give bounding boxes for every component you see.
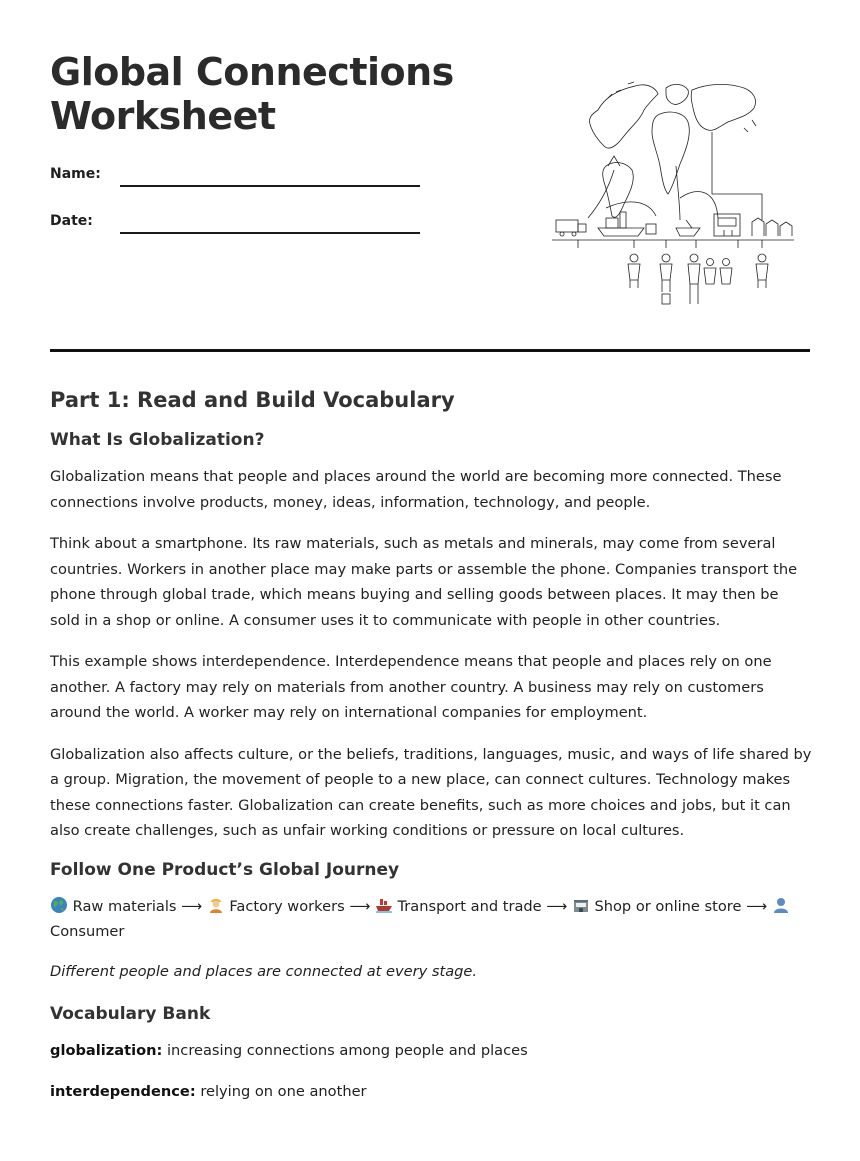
- flow-arrow-2: [606, 202, 656, 216]
- name-field-row: [50, 166, 420, 190]
- product-journey-heading: Follow One Product’s Global Journey: [50, 859, 400, 880]
- title-line-2: Worksheet: [50, 94, 276, 138]
- paragraph-4: Globalization also affects culture, or the beliefs, traditions, languages, music, and ways of life shared by a group. Migration, the movement of people to a new place, can connect cultures. Technology makes these connections faster. Globalization can create benefits, such as more choices and jobs, but it can also create challenges, such as unfair working conditions or pressure on local cultures.: [50, 745, 812, 839]
- date-field[interactable]: [120, 232, 420, 234]
- europe-outline: [666, 84, 688, 104]
- vocab-term: globalization:: [50, 1041, 163, 1059]
- person-icon: [772, 896, 790, 914]
- vocab-definition: increasing connections among people and places: [167, 1041, 528, 1059]
- journey-arrow: ⟶: [546, 897, 568, 915]
- flow-arrow-1: [588, 170, 614, 218]
- paragraph-3: This example shows interdependence. Interdependence means that people and places rely on one another. A factory may rely on materials from another country. A business may rely on customers around the world. A worker may rely on international companies for employment.: [50, 653, 772, 721]
- journey-arrow: ⟶: [746, 897, 768, 915]
- header-divider: [50, 349, 810, 352]
- africa-outline: [652, 112, 689, 194]
- part-1-heading: Part 1: Read and Build Vocabulary: [50, 388, 455, 412]
- journey-step-shop: Shop or online store: [594, 897, 742, 915]
- journey-step-transport: Transport and trade: [397, 897, 542, 915]
- paragraph-1: Globalization means that people and places around the world are becoming more connected. These connections involve products, money, ideas, information, technology, and people.: [50, 468, 782, 511]
- globe-icon: [50, 896, 68, 914]
- journey-caption: Different people and places are connected at every stage.: [50, 962, 478, 980]
- vocabulary-bank-heading: Vocabulary Bank: [50, 1003, 211, 1024]
- vocab-entry: [50, 1079, 812, 1104]
- name-label: Name:: [50, 166, 101, 182]
- cargo-box-icon: [646, 224, 656, 234]
- flow-arrow-4: [712, 132, 762, 220]
- date-field-row: [50, 213, 420, 237]
- paragraph-2: Think about a smartphone. Its raw materials, such as metals and minerals, may come from several countries. Workers in another place may make parts or assemble the phone. Companies transport the phone through global trade, which means buying and selling goods between places. It may then be sold in a shop or online. A consumer uses it to communicate with people in other countries.: [50, 535, 798, 629]
- date-label: Date:: [50, 213, 93, 229]
- boat-icon: [676, 220, 700, 236]
- title-line-1: Global Connections: [50, 50, 454, 94]
- ship-icon: [598, 212, 644, 236]
- flow-arrow-5: [680, 192, 718, 218]
- chain-connector-line: [552, 240, 794, 248]
- journey-arrow: ⟶: [349, 897, 371, 915]
- shop-icon: [572, 896, 590, 914]
- north-america-outline: [589, 85, 658, 148]
- houses-icon: [752, 218, 792, 236]
- journey-step-raw-materials: Raw materials: [72, 897, 177, 915]
- journey-step-factory-workers: Factory workers: [229, 897, 345, 915]
- what-is-globalization-heading: What Is Globalization?: [50, 430, 265, 450]
- ship-icon: [375, 896, 393, 914]
- vocab-term: interdependence:: [50, 1082, 196, 1100]
- asia-outline: [691, 84, 755, 130]
- people-group-icon: [628, 254, 768, 304]
- worksheet-title: [50, 50, 454, 138]
- truck-icon: [556, 220, 586, 236]
- flow-arrow-3: [676, 166, 680, 220]
- name-field[interactable]: [120, 185, 420, 187]
- journey-step-consumer: Consumer: [50, 923, 125, 940]
- mountain-mark: [608, 156, 620, 166]
- asia-islands: [744, 120, 756, 132]
- factory-worker-icon: [207, 896, 225, 914]
- global-supply-chain-illustration: [548, 70, 798, 310]
- vocab-entry: [50, 1038, 812, 1063]
- south-america-outline: [603, 163, 634, 218]
- journey-arrow: ⟶: [181, 897, 203, 915]
- product-journey-chain: [50, 894, 812, 945]
- worksheet-content: [50, 388, 812, 1120]
- vocab-definition: relying on one another: [200, 1082, 367, 1100]
